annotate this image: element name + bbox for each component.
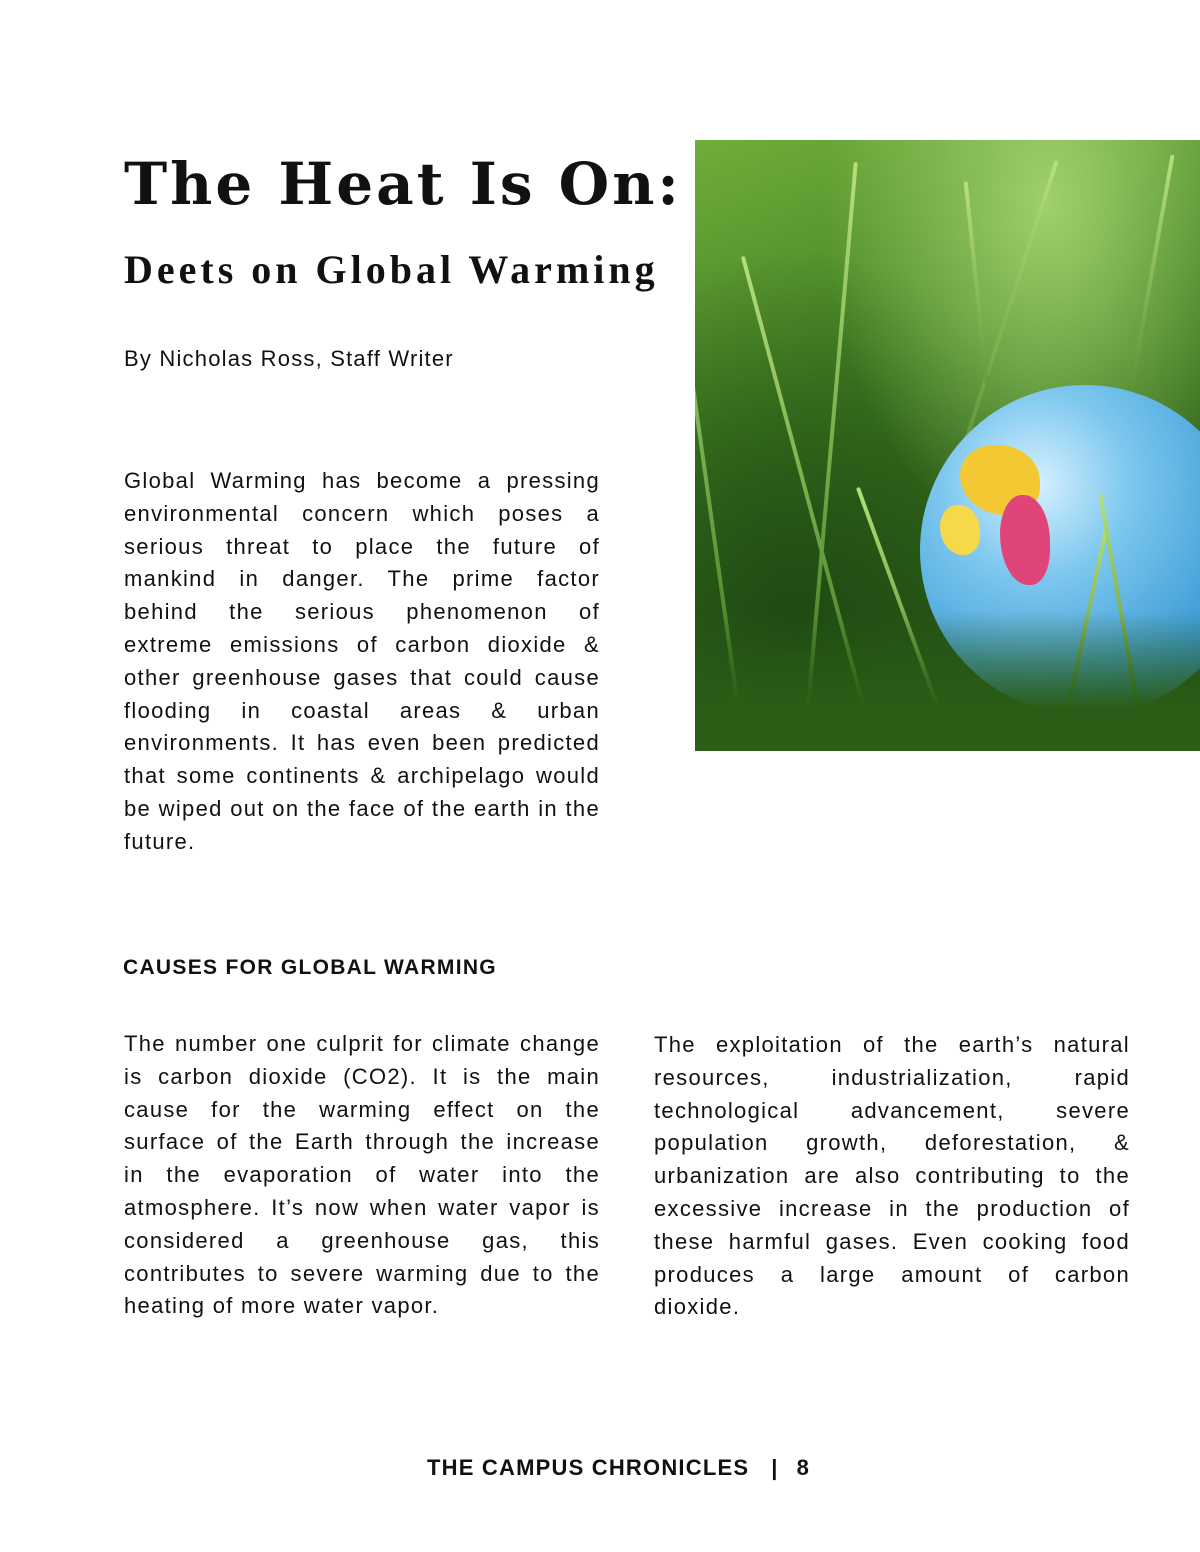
publication-name: THE CAMPUS CHRONICLES	[427, 1455, 750, 1480]
page-number: 8	[796, 1455, 811, 1480]
page-footer	[427, 1455, 810, 1481]
article-title: The Heat Is On:	[124, 150, 682, 218]
byline: By Nicholas Ross, Staff Writer	[124, 346, 454, 371]
causes-paragraph-right: The exploitation of the earth’s natural resources, industrialization, rapid technological advancement, severe population growth, deforestation, & urbanization are also contributing to the excessive increase in the production of these harmful gases. Even cooking food produces a large amount of carbon dioxide.	[654, 1032, 1130, 1320]
article-subtitle: Deets on Global Warming	[124, 247, 659, 292]
footer-separator: |	[771, 1455, 779, 1480]
causes-paragraph-left: The number one culprit for climate change is carbon dioxide (CO2). It is the main cause for the warming effect on the surface of the Earth through the increase in the evaporation of water into the atmosphere. It’s now when water vapor is considered a greenhouse gas, this contributes to severe warming due to the heating of more water vapor.	[124, 1031, 600, 1319]
globe-in-grass-photo	[695, 140, 1200, 751]
section-heading: CAUSES FOR GLOBAL WARMING	[123, 956, 497, 979]
intro-paragraph: Global Warming has become a pressing environmental concern which poses a serious threat to place the future of mankind in danger. The prime factor behind the serious phenomenon of extreme emissions of carbon dioxide & other greenhouse gases that could cause flooding in coastal areas & urban environments. It has even been predicted that some continents & archipelago would be wiped out on the face of the earth in the future.	[124, 468, 600, 854]
